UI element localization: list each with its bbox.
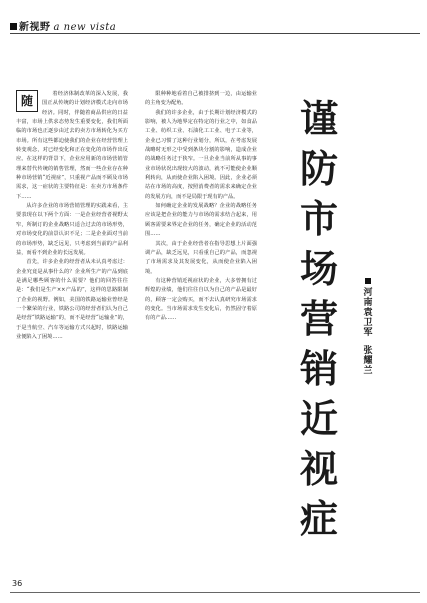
title-char: 场 (299, 246, 338, 291)
title-char: 防 (299, 146, 338, 191)
author-name: 张耀兰 (363, 346, 373, 376)
section-label-cn: 新视野 (19, 22, 51, 33)
square-bullet-icon (10, 23, 17, 30)
page-header (10, 18, 420, 32)
section-label-en: a new vista (53, 22, 117, 33)
title-char: 视 (299, 446, 338, 491)
footer-divider (10, 592, 420, 593)
square-bullet-icon (365, 278, 371, 284)
body-paragraph: 首先，许多企业的经营者从未认真考虑过：企业究竟是从事什么的？企业所生产的产品到底是满足哪些顾客的什么需要？他们的回答往往是：“我们是生产××产品的”，这样的思路限制了企业的视野。例如，美国的铁路运输业曾经是一个繁荣的行业，铁路公司的经营者们认为自己是经营“铁路运输”的，而不是经营“运输业”的，于是当航空、汽车等运输方式兴起时，铁路运输业便陷入了困境…… (16, 259, 128, 340)
title-char: 营 (299, 296, 338, 341)
body-paragraph: 其次，由于企业经营者在指导思想上片面强调产品，缺乏远见，只看重自己的产品，而忽视了市场需求及其发展变化，从而使企业陷入困境。 (145, 240, 257, 275)
body-column-1 (16, 90, 128, 540)
section-label (10, 18, 116, 33)
article-title (296, 94, 342, 544)
title-char: 症 (299, 496, 338, 541)
body-paragraph: 我们的许多企业，由于长期计划经济模式的影响，被人为地界定在特定的行业之中，如食品工业、纺织工业、石油化工工业、电子工业等，企业已习惯了这种行业划分，所以，在考虑发展战略时无形之中受到条块分割的影响，造成企业的战略任务过于狭窄。一旦企业当前所从事的事业市场状况出现较大的波动，就不可能使企业顺利转向，从而使企业陷入困境。因此，企业必须站在市场的高度，按照消费者的需求来确定企业的发展方向，而不是局限于现有的产品。 (145, 109, 257, 200)
page-number: 36 (12, 579, 23, 588)
body-paragraph: 如何确定企业的发展战略？企业的战略任务应该是把企业的能力与市场的需求结合起来，用顾客需要来界定企业的任务，确定企业的活动范围…… (145, 203, 257, 238)
title-char: 市 (299, 196, 338, 241)
body-paragraph: 限种种地看着自己被排挤到一边，由运输业的主角变为配角。 (145, 91, 257, 107)
drop-cap: 随 (16, 90, 38, 112)
body-paragraph: 从许多企业的市场营销管理的实践来看，主要表现在以下两个方面：一是企业经营者视野太窄，所制订的企业战略只适合过去的市场形势，对市场变化的前景认识不足；二是企业面对当前的市场形势，缺乏远见，只考虑到当前的产品利益，而看不到企业的长远发展。 (16, 203, 128, 256)
title-char: 销 (299, 346, 338, 391)
body-paragraph: 有这种营销近视症状的企业，大多曾拥有过辉煌的业绩，他们往往自以为自己的产品是最好的，顾客一定会购买，而不去认真研究市场需求的变化。当市场需求发生变化后，仍然固守着原有的产品…… (145, 277, 257, 322)
author-location: 河南 (363, 288, 373, 308)
title-char: 近 (299, 396, 338, 441)
author-name: 袁卫军 (363, 308, 373, 338)
header-divider (10, 33, 420, 34)
author-byline (362, 278, 374, 376)
title-char: 谨 (299, 96, 338, 141)
body-column-2 (145, 90, 257, 540)
body-paragraph: 着经济体制改革的深入发展，我国正从传统的计划经济模式走向市场经济。同时，伴随着商品供应的日益丰富，市场上供求态势发生重要变化，我们所面临的市场也正逐步由过去的卖方市场转化为买方市场。所有这些都迫使我们的企业在经营管理上转变观念，对已经变化和正在变化的市场作出反应。在这样的背景下，企业应用新的市场营销管理来替代传统的销售管理，然而一些企业存在种种市场营销“近视症”，只重视产品而不顾及市场需求，这一症状的主要特征是：在卖方市场条件下…… (16, 91, 128, 200)
